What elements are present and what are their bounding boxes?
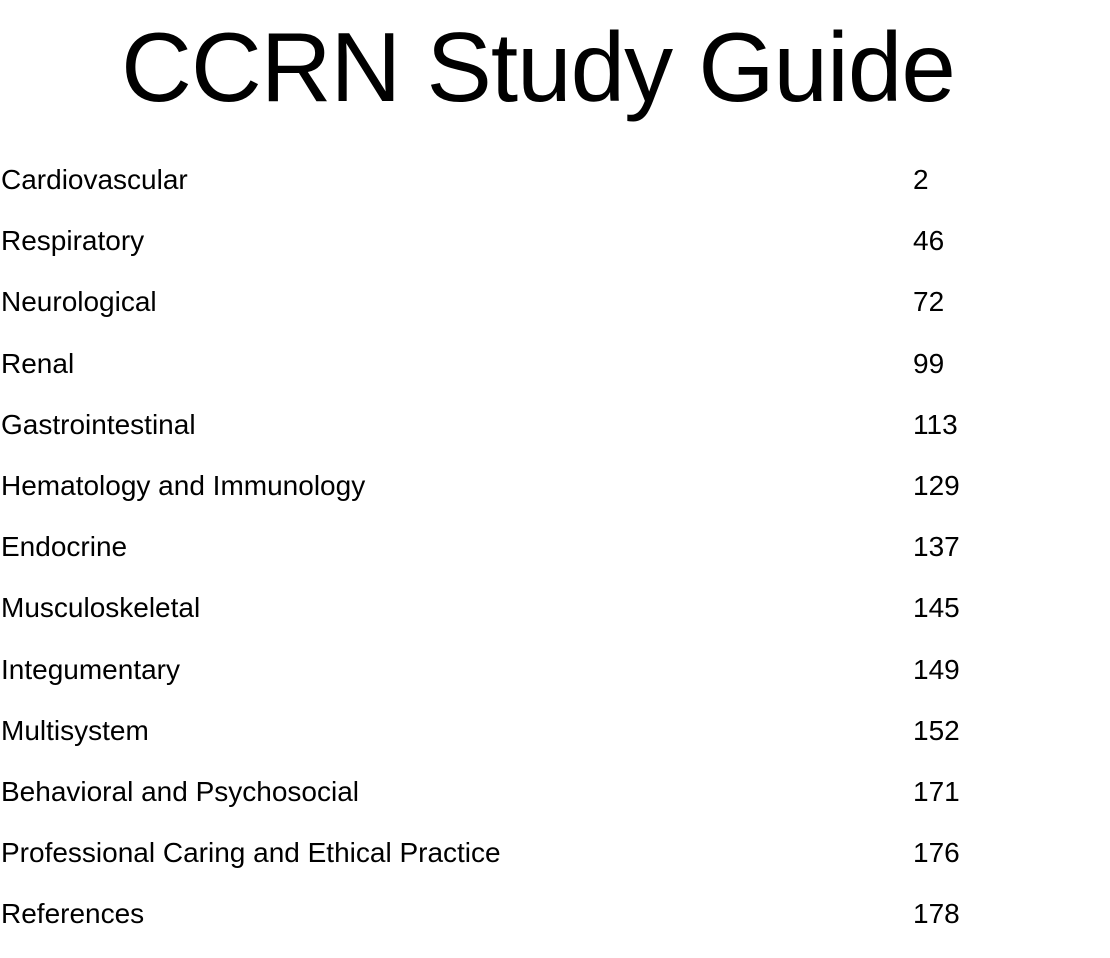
toc-entry-hematology-immunology <box>0 468 1110 529</box>
toc-entry-page: 176 <box>913 837 960 869</box>
page-title: CCRN Study Guide <box>121 12 955 122</box>
toc-entry-label: Integumentary <box>1 653 180 685</box>
toc-entry-references <box>0 896 1110 957</box>
toc-entry-page: 72 <box>913 286 945 318</box>
toc-entry-page: 178 <box>913 898 960 930</box>
toc-entry-multisystem <box>0 713 1110 774</box>
toc-entry-label: Hematology and Immunology <box>1 469 366 501</box>
toc-entry-endocrine <box>0 529 1110 590</box>
toc-entry-integumentary <box>0 652 1110 713</box>
toc-entry-page: 113 <box>913 408 958 440</box>
toc-entry-page: 137 <box>913 531 960 563</box>
toc-entry-neurological <box>0 284 1110 345</box>
toc-entry-label: Gastrointestinal <box>1 408 196 440</box>
toc-entry-label: Behavioral and Psychosocial <box>1 775 359 807</box>
toc-entry-page: 149 <box>913 653 960 685</box>
toc-entry-page: 145 <box>913 592 960 624</box>
toc-entry-label: Multisystem <box>1 714 149 746</box>
toc-entry-page: 129 <box>913 469 960 501</box>
toc-entry-label: References <box>1 898 145 930</box>
toc-entry-label: Endocrine <box>1 531 128 563</box>
toc-entry-page: 2 <box>913 164 929 195</box>
toc-entry-musculoskeletal <box>0 590 1110 651</box>
table-of-contents <box>0 162 1110 957</box>
toc-entry-label: Renal <box>1 347 75 379</box>
toc-entry-renal <box>0 346 1110 407</box>
toc-entry-label: Musculoskeletal <box>1 592 201 624</box>
toc-entry-label: Cardiovascular <box>1 164 188 195</box>
toc-entry-gastrointestinal <box>0 407 1110 468</box>
toc-entry-page: 152 <box>913 714 960 746</box>
toc-entry-label: Respiratory <box>1 225 145 257</box>
toc-entry-professional-caring <box>0 835 1110 896</box>
toc-entry-respiratory <box>0 223 1110 284</box>
toc-entry-page: 99 <box>913 347 945 379</box>
toc-entry-cardiovascular <box>0 162 1110 223</box>
toc-entry-page: 46 <box>913 225 945 257</box>
toc-entry-page: 171 <box>913 775 960 807</box>
toc-entry-label: Neurological <box>1 286 157 318</box>
toc-entry-label: Professional Caring and Ethical Practice <box>1 837 501 869</box>
toc-entry-behavioral-psychosocial <box>0 774 1110 835</box>
